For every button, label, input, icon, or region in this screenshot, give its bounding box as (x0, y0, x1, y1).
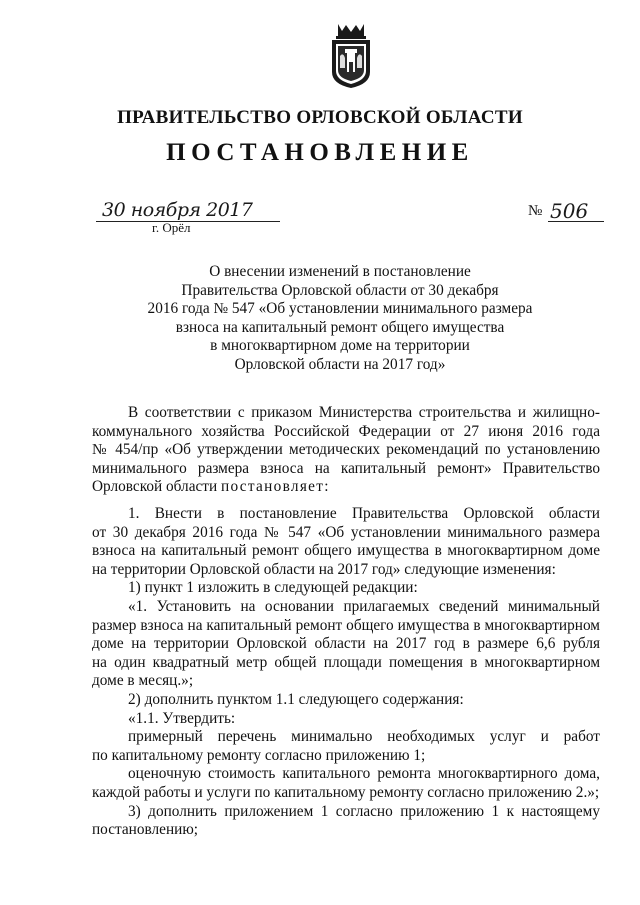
clause-line: «1. Установить на основании прилагаемых сведений минимальный (128, 597, 600, 615)
clause-line: «1.1. Утвердить: (128, 709, 236, 727)
subject-line: О внесении изменений в постановление (209, 263, 471, 280)
subject-line: 2016 года № 547 «Об установлении минимального размера (147, 300, 533, 317)
handwritten-number: 506 (550, 199, 589, 223)
resolves-word: постановляет (220, 478, 325, 496)
clause-line: по капитальному ремонту согласно приложению 1; (92, 746, 426, 764)
preamble-line: № 454/пр «Об утверждении методических рекомендаций по установлению (92, 441, 600, 459)
subject-line: в многоквартирном доме на территории (210, 337, 470, 354)
document-type-title: ПОСТАНОВЛЕНИЕ (166, 139, 474, 166)
preamble-line: коммунального хозяйства Российской Федерации от 27 июня 2016 года (92, 422, 600, 440)
clause-line: размер взноса на капитальный ремонт общего имущества в многоквартирном (92, 616, 600, 634)
organization-title: ПРАВИТЕЛЬСТВО ОРЛОВСКОЙ ОБЛАСТИ (117, 107, 523, 128)
city-label: г. Орёл (152, 220, 191, 235)
clause-line: 3) дополнить приложением 1 согласно приложению 1 к настоящему (128, 802, 600, 820)
clause-line: доме в месяц.»; (92, 672, 194, 690)
clause-line: от 30 декабря 2016 года № 547 «Об установлении минимального размера (92, 523, 600, 541)
preamble-line: минимального размера взноса на капитальный ремонт» Правительство (92, 459, 600, 477)
preamble-text: Орловской области (92, 478, 221, 496)
clause-line: оценочную стоимость капитального ремонта многоквартирного дома, (128, 765, 600, 783)
preamble-line: В соответствии с приказом Министерства строительства и жилищно- (128, 404, 600, 421)
coat-of-arms-icon (326, 22, 376, 90)
preamble-colon: : (324, 478, 329, 496)
subject-line: взноса на капитальный ремонт общего имущества (175, 318, 505, 336)
clause-line: 1) пункт 1 изложить в следующей редакции: (128, 579, 418, 597)
clause-line: на один квадратный метр общей площади помещения в многоквартирном (92, 653, 600, 671)
document-subject (140, 263, 540, 374)
clause-line: 2) дополнить пунктом 1.1 следующего содержания: (128, 690, 464, 708)
subject-line: Правительства Орловской области от 30 декабря (181, 281, 499, 299)
number-sign: № (528, 203, 543, 219)
clause-1-paragraph (92, 505, 600, 840)
number-underline (548, 221, 604, 222)
clause-line: доме на территории Орловской области на 2017 год в размере 6,6 рубля (92, 635, 600, 653)
clause-line: постановлению; (92, 821, 198, 839)
preamble-last-line (92, 478, 600, 497)
subject-line: Орловской области на 2017 год» (234, 355, 446, 373)
clause-line: примерный перечень минимально необходимых услуг и работ (128, 728, 600, 746)
preamble-paragraph (92, 404, 600, 497)
clause-line: взноса на капитальный ремонт общего имущества в многоквартирном доме (92, 542, 600, 560)
clause-line: каждой работы и услуги по капитальному ремонту согласно приложению 2.»; (92, 783, 600, 801)
handwritten-date: 30 ноября 2017 (102, 199, 253, 221)
clause-line: на территории Орловской области на 2017 год» следующие изменения: (92, 560, 556, 578)
clause-line: 1. Внести в постановление Правительства Орловской области (128, 505, 600, 522)
